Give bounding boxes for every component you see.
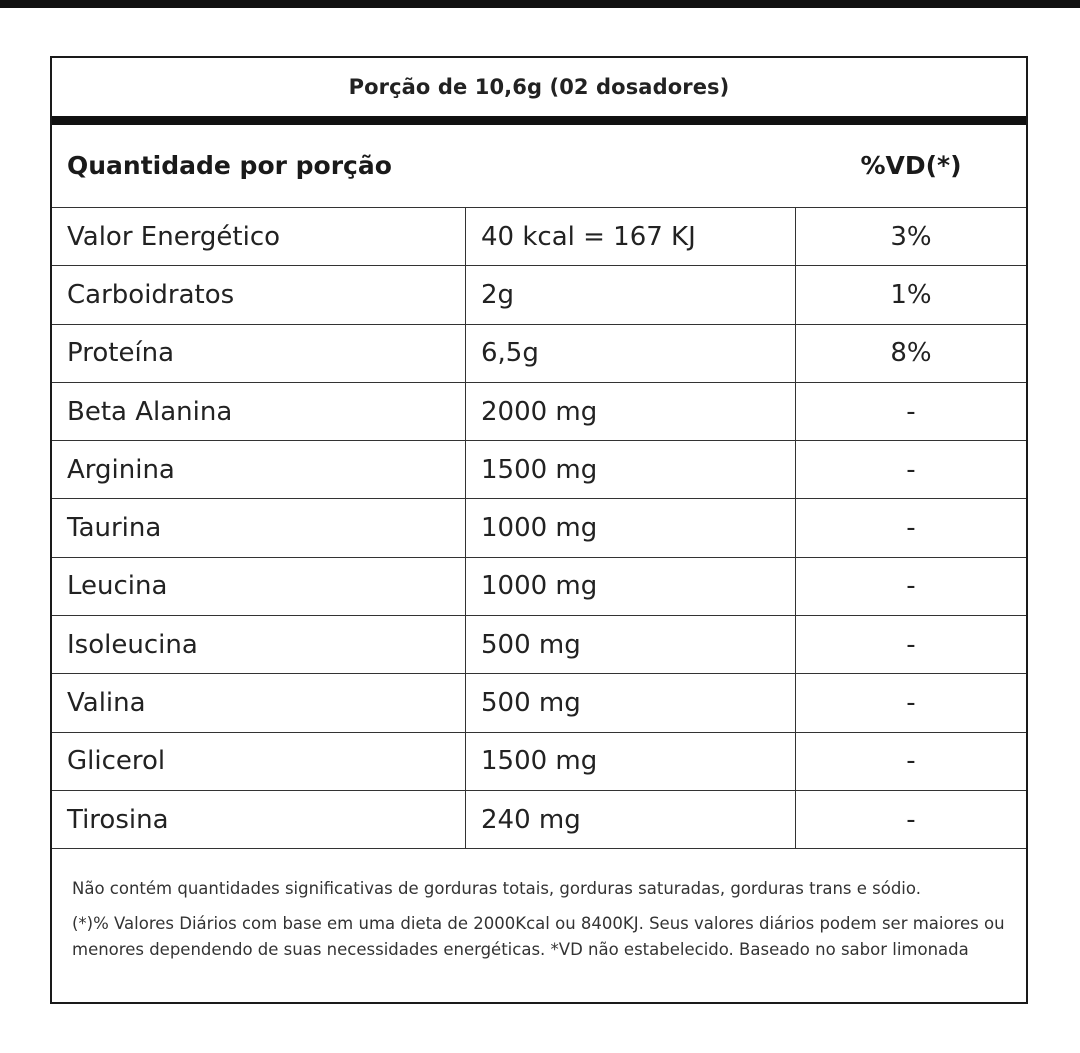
nutrient-name: Valina: [52, 674, 466, 731]
nutrient-name: Beta Alanina: [52, 383, 466, 440]
table-row: [52, 558, 1026, 616]
nutrient-name: Taurina: [52, 499, 466, 556]
nutrient-name: Carboidratos: [52, 266, 466, 323]
nutrient-daily-value: -: [906, 571, 916, 602]
top-bar: [0, 0, 1080, 8]
nutrient-amount: 1500 mg: [466, 441, 796, 498]
header-daily-value: %VD(*): [860, 151, 962, 180]
nutrient-name: Valor Energético: [52, 208, 466, 265]
table-row: [52, 616, 1026, 674]
nutrient-name: Arginina: [52, 441, 466, 498]
nutrient-amount: 2000 mg: [466, 383, 796, 440]
table-row: [52, 266, 1026, 324]
table-row: [52, 499, 1026, 557]
nutrient-name: Tirosina: [52, 791, 466, 848]
serving-size: Porção de 10,6g (02 dosadores): [348, 75, 730, 99]
nutrient-name: Isoleucina: [52, 616, 466, 673]
table-row: [52, 325, 1026, 383]
nutrient-name: Proteína: [52, 325, 466, 382]
footnote-insignificant-amounts: Não contém quantidades significativas de gorduras totais, gorduras saturadas, gorduras trans e sódio.: [72, 879, 921, 898]
nutrient-daily-value: -: [906, 688, 916, 719]
nutrient-amount: 6,5g: [466, 325, 796, 382]
nutrition-facts-table: [50, 56, 1028, 1004]
nutrient-daily-value: 1%: [890, 279, 932, 310]
nutrient-amount: 1000 mg: [466, 499, 796, 556]
nutrient-daily-value: -: [906, 746, 916, 777]
table-row: [52, 733, 1026, 791]
table-row: [52, 441, 1026, 499]
footnote-daily-values: (*)% Valores Diários com base em uma dieta de 2000Kcal ou 8400KJ. Seus valores diários podem ser maiores ou menores dependendo de suas necessidades energéticas. *VD não estabelecido. Baseado no sabor limonada: [72, 914, 1005, 959]
nutrient-daily-value: 3%: [890, 221, 932, 252]
table-row: [52, 383, 1026, 441]
footnotes: [72, 876, 1012, 972]
table-header: [52, 125, 1026, 208]
nutrient-amount: 500 mg: [466, 616, 796, 673]
nutrient-name: Glicerol: [52, 733, 466, 790]
nutrient-amount: 500 mg: [466, 674, 796, 731]
nutrient-daily-value: 8%: [890, 338, 932, 369]
nutrient-daily-value: -: [906, 629, 916, 660]
nutrient-daily-value: -: [906, 454, 916, 485]
nutrient-amount: 2g: [466, 266, 796, 323]
thick-divider: [52, 116, 1026, 125]
nutrient-daily-value: -: [906, 804, 916, 835]
nutrient-amount: 240 mg: [466, 791, 796, 848]
nutrient-amount: 40 kcal = 167 KJ: [466, 208, 796, 265]
table-row: [52, 208, 1026, 266]
nutrient-daily-value: -: [906, 513, 916, 544]
table-row: [52, 791, 1026, 849]
header-quantity-per-serving: Quantidade por porção: [67, 151, 392, 180]
nutrient-daily-value: -: [906, 396, 916, 427]
nutrient-rows: [52, 208, 1026, 849]
nutrient-name: Leucina: [52, 558, 466, 615]
nutrient-amount: 1000 mg: [466, 558, 796, 615]
table-row: [52, 674, 1026, 732]
nutrient-amount: 1500 mg: [466, 733, 796, 790]
